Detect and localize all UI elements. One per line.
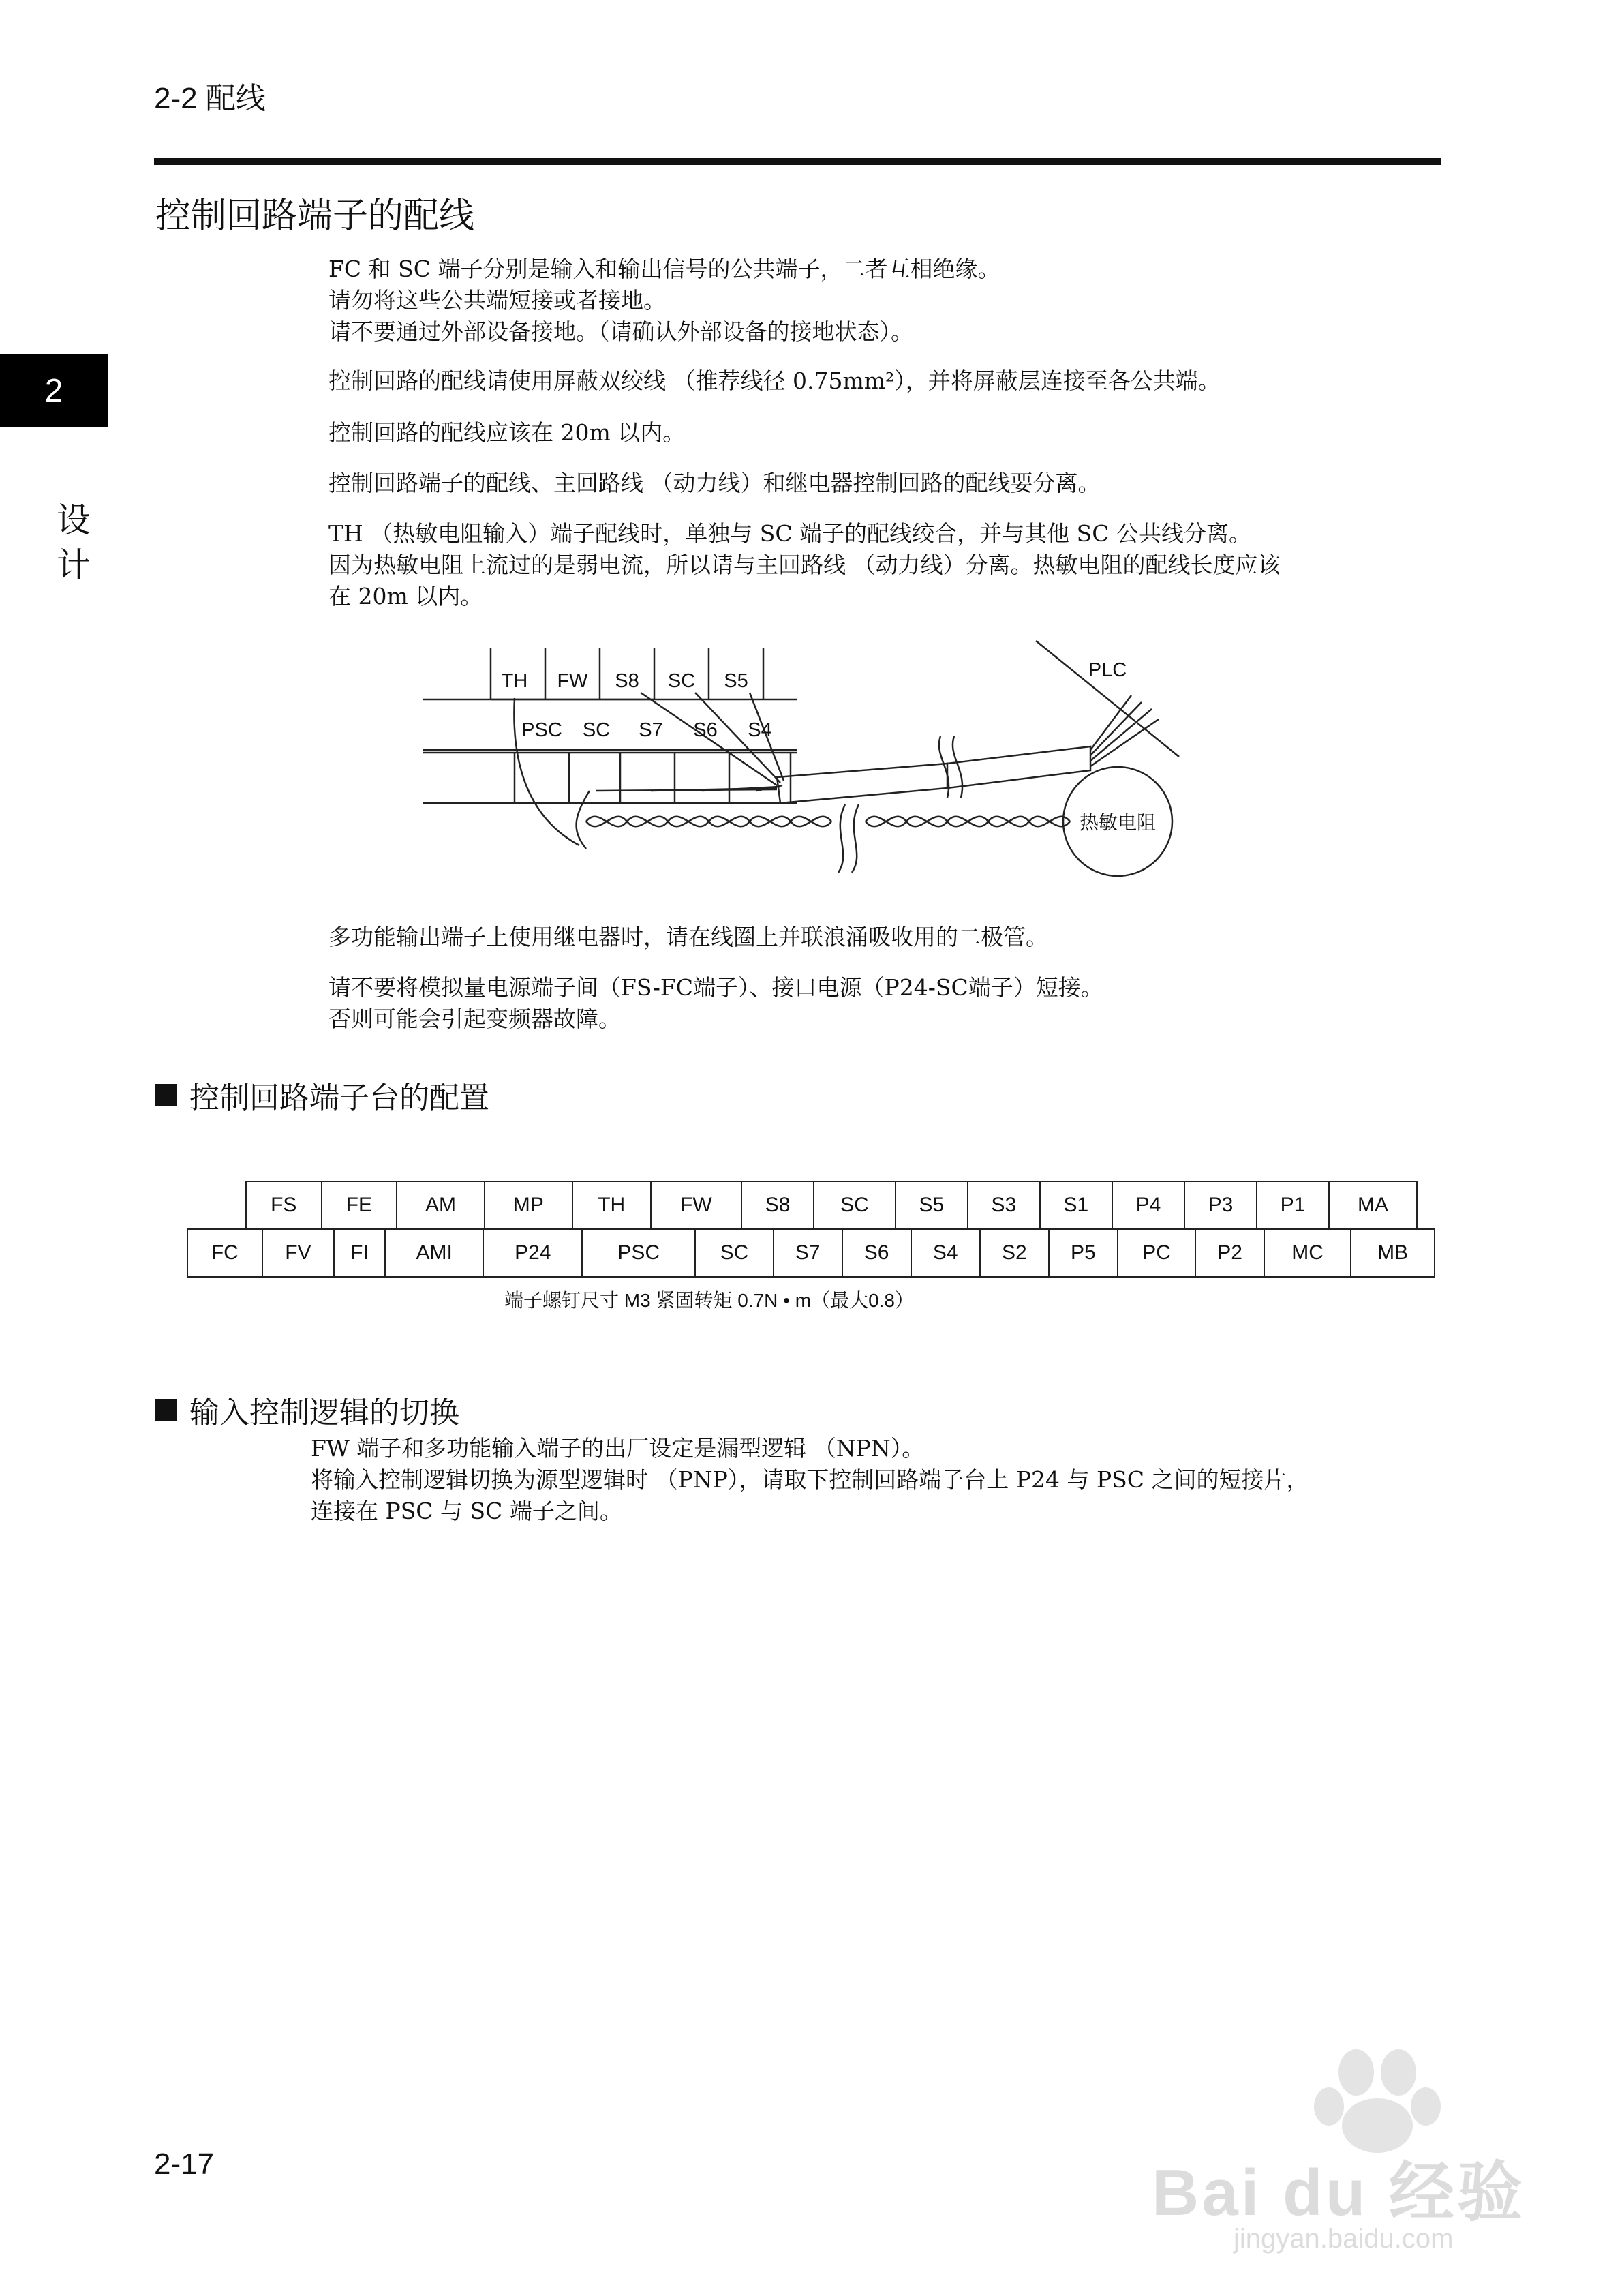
terminal-cell: S8 bbox=[741, 1181, 814, 1229]
terminal-cell: MA bbox=[1329, 1181, 1417, 1229]
square-bullet-icon bbox=[155, 1399, 177, 1421]
terminal-label: S7 bbox=[639, 719, 663, 741]
text-line: 请不要将模拟量电源端子间（FS-FC端子）、接口电源（P24-SC端子）短接。 bbox=[328, 974, 1103, 1001]
text-line: 否则可能会引起变频器故障。 bbox=[328, 1006, 621, 1032]
terminal-cell: S4 bbox=[911, 1229, 980, 1277]
square-bullet-icon bbox=[155, 1084, 177, 1106]
paragraph-thermistor bbox=[328, 518, 1446, 612]
wiring-diagram bbox=[409, 627, 1186, 900]
heading-text: 控制回路端子台的配置 bbox=[189, 1081, 489, 1115]
terminal-section-heading bbox=[155, 1073, 489, 1117]
text-line: 控制回路端子的配线、主回路线 （动力线）和继电器控制回路的配线要分离。 bbox=[328, 470, 1101, 496]
plc-wire bbox=[1090, 709, 1152, 761]
terminal-cell: FI bbox=[334, 1229, 385, 1277]
text-line: TH （热敏电阻输入）端子配线时，单独与 SC 端子的配线绞合，并与其他 SC 公共线分离。 bbox=[328, 520, 1251, 547]
terminal-cell: SC bbox=[695, 1229, 773, 1277]
twist-break-mark bbox=[838, 804, 845, 873]
terminal-label: S8 bbox=[615, 670, 639, 692]
terminal-cell: S3 bbox=[968, 1181, 1040, 1229]
terminal-cell: P3 bbox=[1184, 1181, 1257, 1229]
terminal-cell: S6 bbox=[842, 1229, 911, 1277]
terminal-cell: PC bbox=[1118, 1229, 1195, 1277]
baidu-watermark bbox=[1131, 2045, 1581, 2263]
terminal-label: S4 bbox=[748, 719, 772, 741]
text-line: 在 20m 以内。 bbox=[328, 583, 483, 609]
header-rule bbox=[154, 158, 1441, 165]
note-relay bbox=[328, 922, 1446, 953]
text-line: FW 端子和多功能输入端子的出厂设定是漏型逻辑 （NPN）。 bbox=[311, 1435, 925, 1462]
note-short-circuit bbox=[328, 972, 1446, 1035]
terminal-cell: MB bbox=[1351, 1229, 1435, 1277]
chapter-tab: 2 bbox=[0, 354, 108, 427]
terminal-cell: FV bbox=[262, 1229, 334, 1277]
cable-break-mark bbox=[953, 736, 962, 798]
terminal-cell: PSC bbox=[582, 1229, 695, 1277]
terminal-cell: FC bbox=[187, 1229, 262, 1277]
terminal-cell: SC bbox=[814, 1181, 896, 1229]
section-header: 2-2 配线 bbox=[154, 82, 266, 115]
terminal-cell: S2 bbox=[980, 1229, 1049, 1277]
plc-boundary bbox=[1036, 641, 1179, 757]
terminal-label: FW bbox=[557, 670, 588, 692]
terminal-label: PSC bbox=[521, 719, 562, 741]
thermistor-label: 热敏电阻 bbox=[1079, 812, 1157, 833]
chapter-label: 设计 bbox=[57, 500, 91, 585]
terminal-label: S5 bbox=[724, 670, 748, 692]
terminal-cell: TH bbox=[572, 1181, 651, 1229]
plc-label: PLC bbox=[1088, 659, 1127, 681]
terminal-cell: MP bbox=[485, 1181, 572, 1229]
terminal-cell: FW bbox=[651, 1181, 741, 1229]
terminal-label: SC bbox=[582, 719, 611, 741]
twisted-pair bbox=[866, 817, 1070, 826]
terminal-label: TH bbox=[501, 670, 528, 692]
logic-section-heading bbox=[155, 1388, 459, 1432]
paragraph-common-terminals bbox=[328, 254, 1446, 348]
terminal-cell: S1 bbox=[1040, 1181, 1112, 1229]
text-line: 多功能输出端子上使用继电器时，请在线圈上并联浪涌吸收用的二极管。 bbox=[328, 924, 1048, 950]
plc-wire bbox=[1090, 702, 1142, 755]
text-line: 控制回路的配线应该在 20m 以内。 bbox=[328, 419, 686, 446]
page-number: 2-17 bbox=[154, 2147, 215, 2181]
text-line: 请勿将这些公共端短接或者接地。 bbox=[328, 287, 666, 314]
terminal-cell: AMI bbox=[385, 1229, 484, 1277]
terminal-cell: P24 bbox=[483, 1229, 582, 1277]
text-line: 控制回路的配线请使用屏蔽双绞线 （推荐线径 0.75mm²），并将屏蔽层连接至各公共端。 bbox=[328, 367, 1221, 394]
terminal-cell: S5 bbox=[896, 1181, 968, 1229]
terminal-cell: P5 bbox=[1049, 1229, 1118, 1277]
terminal-cell: MC bbox=[1264, 1229, 1351, 1277]
terminal-caption: 端子螺钉尺寸 M3 紧固转矩 0.7N • m（最大0.8） bbox=[504, 1290, 914, 1311]
text-line: FC 和 SC 端子分别是输入和输出信号的公共端子，二者互相绝缘。 bbox=[328, 256, 1000, 282]
logic-paragraph bbox=[311, 1433, 1428, 1527]
terminal-cell: FS bbox=[246, 1181, 322, 1229]
terminal-table-top-row bbox=[245, 1181, 1418, 1230]
twist-break-mark bbox=[852, 804, 859, 873]
terminal-label: SC bbox=[667, 670, 696, 692]
terminal-table-bottom-row bbox=[187, 1228, 1435, 1278]
shielded-cable bbox=[777, 764, 947, 803]
terminal-cell: FE bbox=[322, 1181, 397, 1229]
paragraph-separation bbox=[328, 468, 1446, 499]
terminal-cell: P4 bbox=[1112, 1181, 1184, 1229]
text-line: 请不要通过外部设备接地。（请确认外部设备的接地状态）。 bbox=[328, 318, 913, 345]
shielded-cable bbox=[947, 746, 1090, 788]
terminal-cell: AM bbox=[397, 1181, 485, 1229]
text-line: 将输入控制逻辑切换为源型逻辑时 （PNP），请取下控制回路端子台上 P24 与 PSC 之间的短接片， bbox=[311, 1466, 1309, 1493]
plc-wire bbox=[1090, 719, 1159, 766]
terminal-cell: P1 bbox=[1257, 1181, 1329, 1229]
terminal-label: S6 bbox=[693, 719, 718, 741]
watermark-brand: Bai du 经验 bbox=[1152, 2156, 1526, 2229]
page-title: 控制回路端子的配线 bbox=[155, 196, 475, 237]
text-line: 连接在 PSC 与 SC 端子之间。 bbox=[311, 1498, 622, 1524]
terminal-cell: S7 bbox=[774, 1229, 842, 1277]
paragraph-wire-length bbox=[328, 417, 1446, 449]
text-line: 因为热敏电阻上流过的是弱电流，所以请与主回路线 （动力线）分离。热敏电阻的配线长度应该 bbox=[328, 552, 1281, 578]
watermark-url: jingyan.baidu.com bbox=[1234, 2224, 1454, 2254]
terminal-cell: P2 bbox=[1195, 1229, 1264, 1277]
paragraph-shielded-wire bbox=[328, 365, 1446, 397]
heading-text: 输入控制逻辑的切换 bbox=[189, 1395, 459, 1430]
